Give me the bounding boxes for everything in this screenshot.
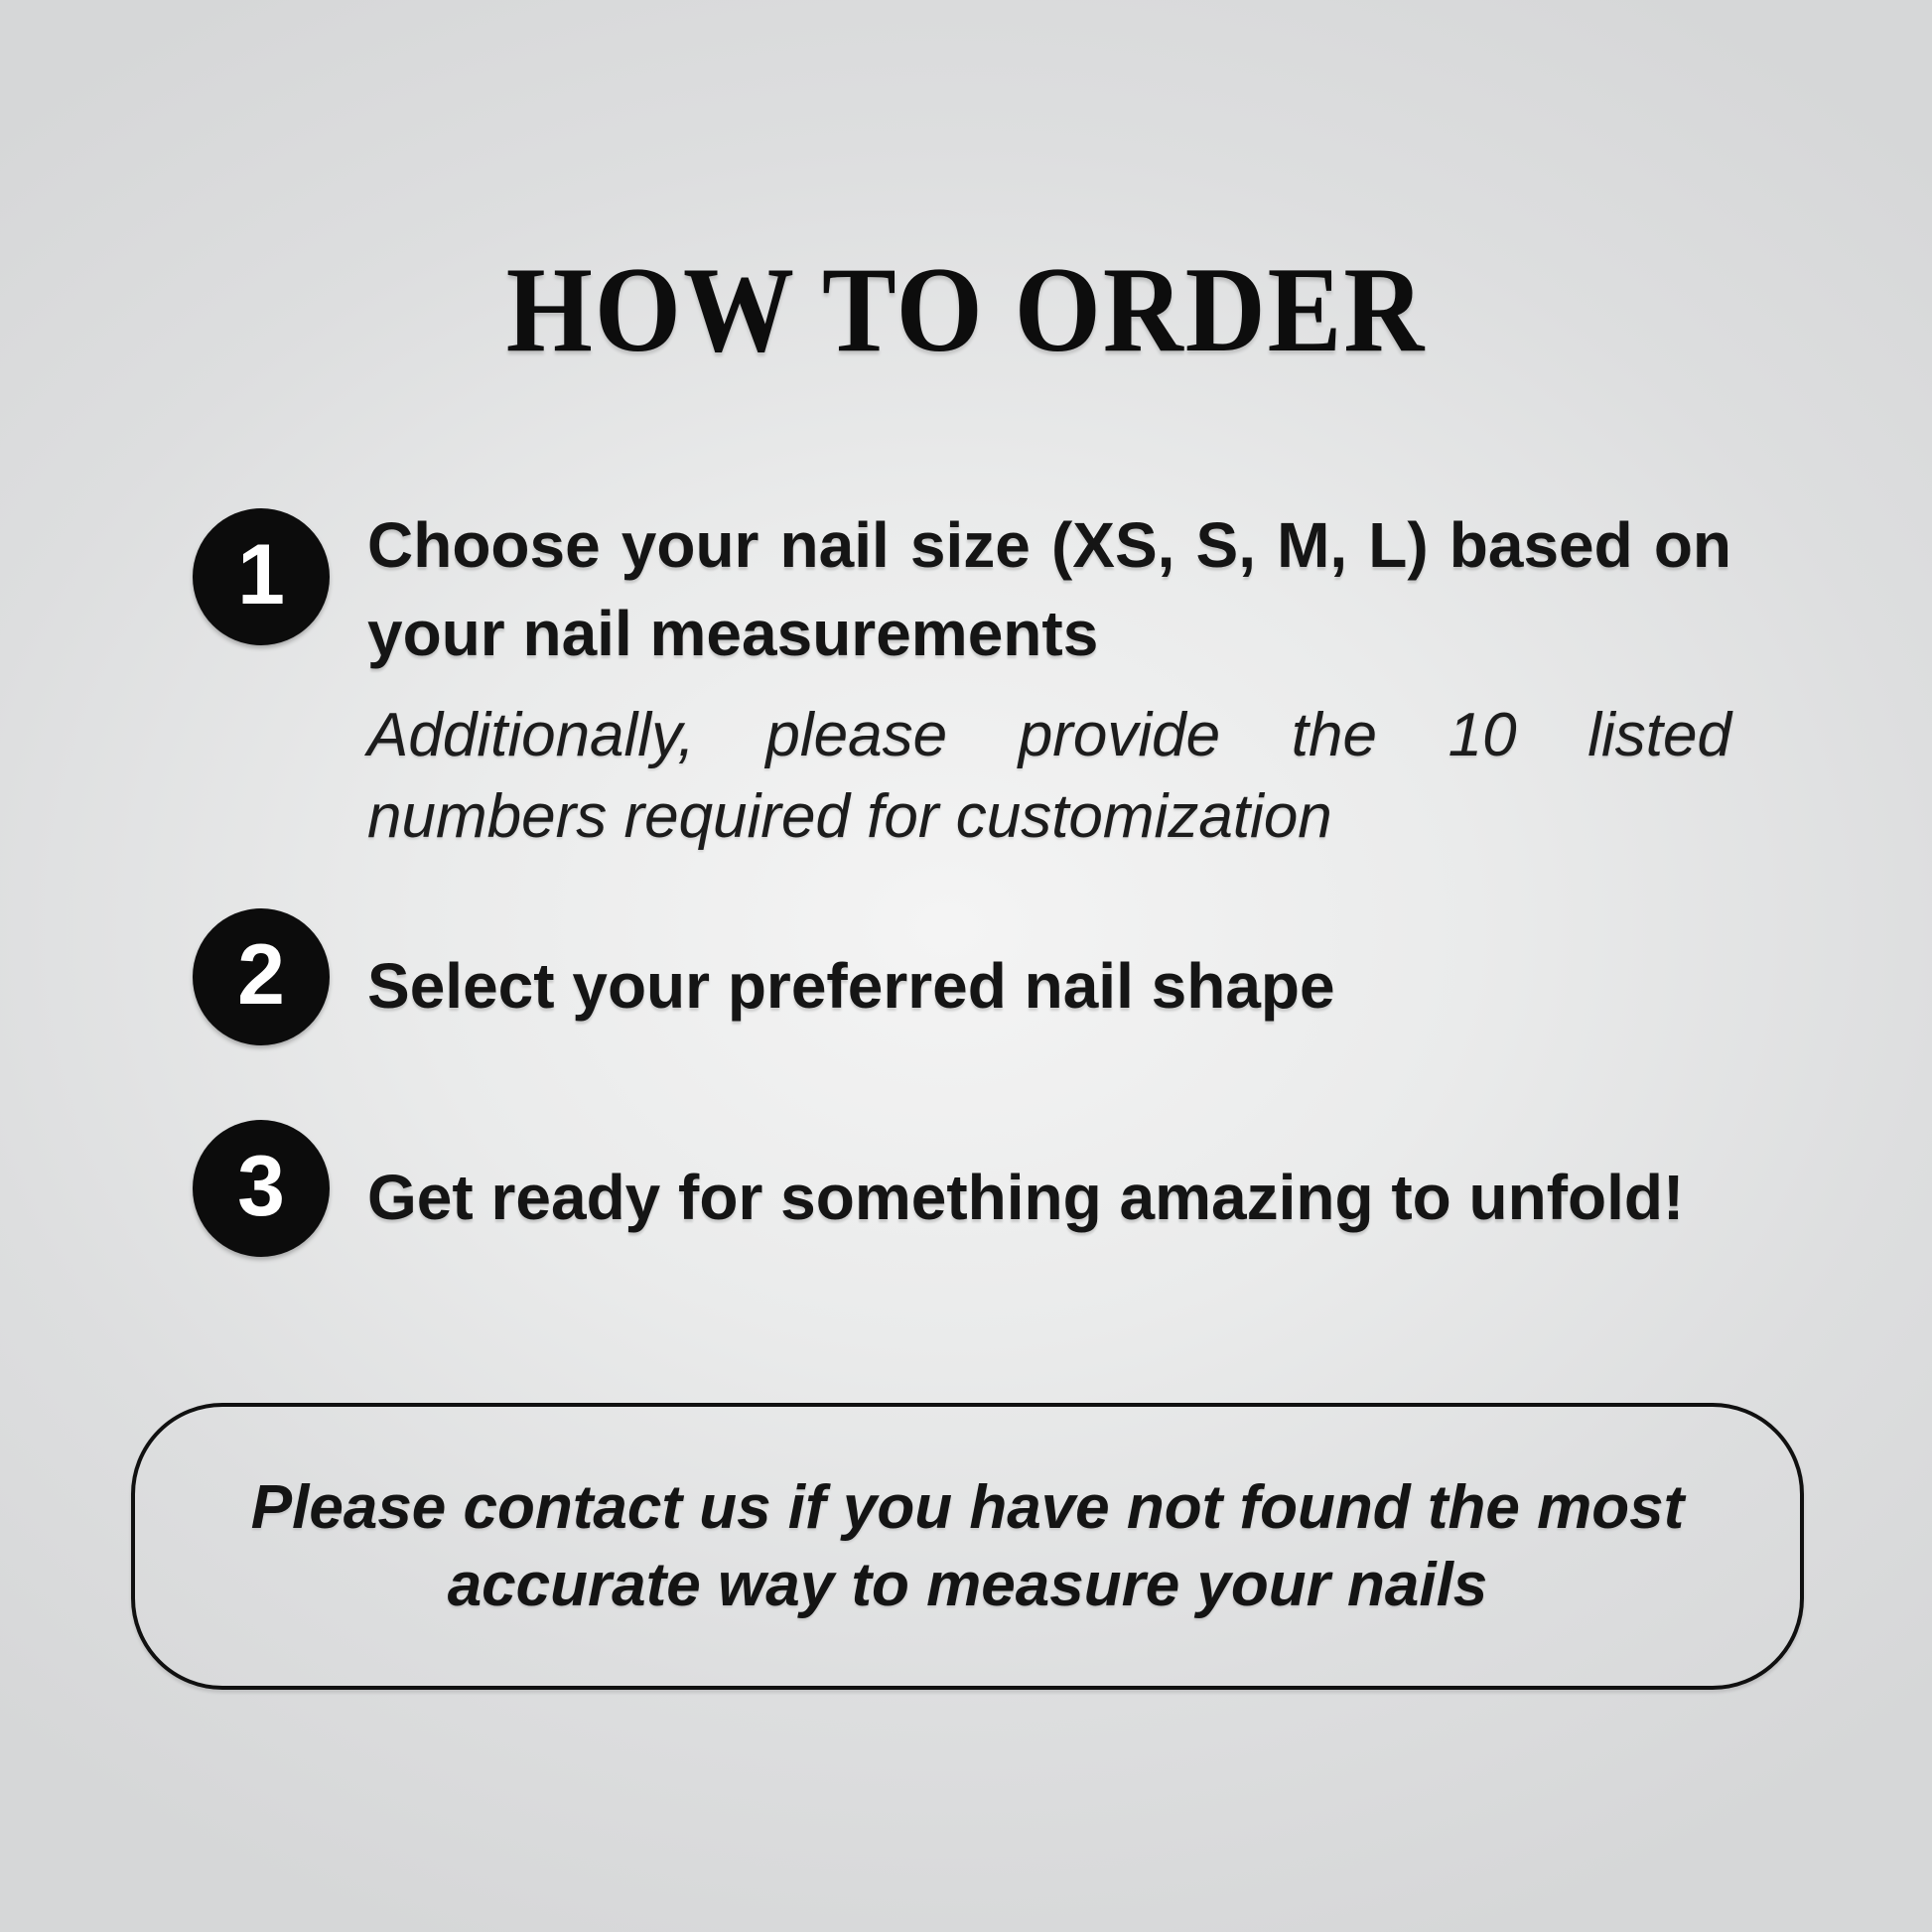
step-1-line-1: Choose your nail size (XS, S, M, L) based on	[367, 509, 1731, 581]
step-1-note	[367, 695, 1731, 858]
step-1-badge	[193, 508, 330, 645]
step-2-number: 2	[237, 927, 285, 1023]
step-2-line-1: Select your preferred nail shape	[367, 950, 1335, 1022]
step-1-note-line-2: numbers required for customization	[367, 782, 1332, 851]
step-3-text	[367, 1154, 1731, 1242]
step-1-number: 1	[237, 527, 285, 622]
contact-box-line-2: accurate way to measure your nails	[447, 1550, 1488, 1619]
step-1-text	[367, 501, 1731, 678]
contact-box	[131, 1403, 1804, 1690]
contact-box-line-1: Please contact us if you have not found the most	[250, 1472, 1685, 1542]
page-title: HOW TO ORDER	[505, 242, 1427, 378]
step-1-note-line-1: Additionally, please provide the 10 listed	[367, 701, 1731, 769]
step-3-badge	[193, 1120, 330, 1257]
step-3-line-1: Get ready for something amazing to unfold!	[367, 1162, 1685, 1233]
step-1-line-2: your nail measurements	[367, 598, 1099, 669]
step-3-number: 3	[237, 1139, 285, 1234]
step-2-text	[367, 942, 1731, 1031]
step-2-badge	[193, 908, 330, 1045]
